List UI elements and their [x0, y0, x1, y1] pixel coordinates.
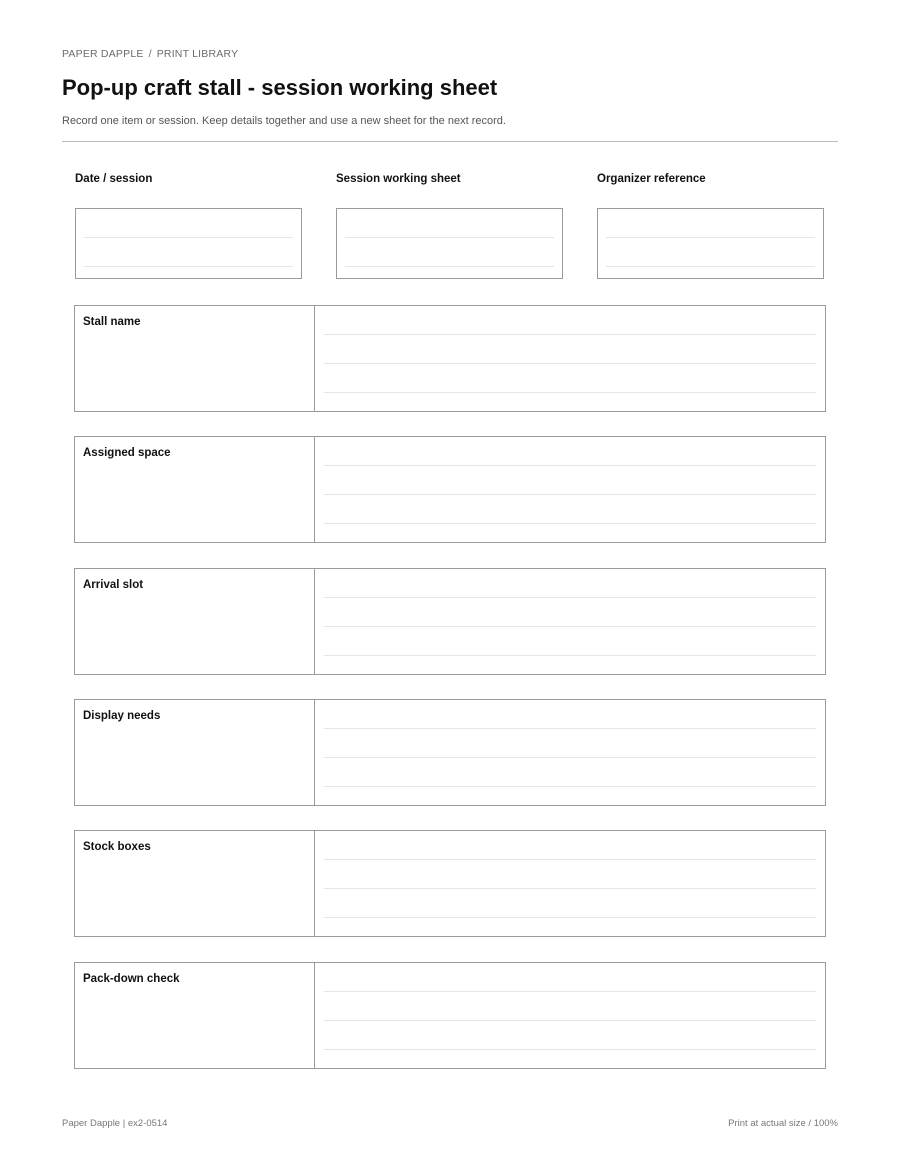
pack-down-check-write-area[interactable]	[315, 963, 825, 1068]
section-arrival-slot	[74, 568, 826, 675]
writing-line	[324, 1020, 816, 1021]
writing-line	[345, 237, 554, 238]
writing-line	[324, 334, 816, 335]
section-label-cell	[75, 306, 315, 411]
date-session-label: Date / session	[75, 173, 153, 185]
writing-line	[84, 266, 293, 267]
section-pack-down-check	[74, 962, 826, 1069]
stall-name-write-area[interactable]	[315, 306, 825, 411]
section-display-needs	[74, 699, 826, 806]
section-label-cell	[75, 700, 315, 805]
writing-line	[324, 363, 816, 364]
writing-line	[324, 888, 816, 889]
writing-line	[324, 991, 816, 992]
section-stock-boxes	[74, 830, 826, 937]
writing-line	[324, 494, 816, 495]
breadcrumb-item-brand: PAPER DAPPLE	[62, 48, 144, 60]
section-label-pack-down-check: Pack-down check	[83, 973, 180, 985]
writing-line	[324, 597, 816, 598]
session-working-sheet-label: Session working sheet	[336, 173, 461, 185]
writing-line	[324, 655, 816, 656]
writing-line	[324, 1049, 816, 1050]
breadcrumb-item-library: PRINT LIBRARY	[156, 48, 239, 60]
arrival-slot-write-area[interactable]	[315, 569, 825, 674]
section-label-stock-boxes: Stock boxes	[83, 841, 151, 853]
stock-boxes-write-area[interactable]	[315, 831, 825, 936]
writing-line	[324, 786, 816, 787]
section-label-cell	[75, 831, 315, 936]
writing-line	[606, 266, 815, 267]
writing-line	[345, 266, 554, 267]
footer-print-note: Print at actual size / 100%	[728, 1118, 838, 1129]
section-label-display-needs: Display needs	[83, 710, 161, 722]
header-divider	[62, 141, 838, 142]
writing-line	[324, 465, 816, 466]
writing-line	[324, 626, 816, 627]
footer-document-id: Paper Dapple | ex2-0514	[62, 1118, 168, 1129]
date-session-field[interactable]	[75, 208, 302, 279]
page-subtitle: Record one item or session. Keep details together and use a new sheet for the next record.	[62, 115, 506, 127]
writing-line	[324, 728, 816, 729]
display-needs-write-area[interactable]	[315, 700, 825, 805]
writing-line	[324, 392, 816, 393]
writing-line	[324, 917, 816, 918]
section-label-cell	[75, 569, 315, 674]
section-label-cell	[75, 963, 315, 1068]
session-working-sheet-field[interactable]	[336, 208, 563, 279]
page-title: Pop-up craft stall - session working sheet	[62, 75, 498, 100]
writing-line	[324, 859, 816, 860]
writing-line	[324, 523, 816, 524]
section-label-cell	[75, 437, 315, 542]
organizer-reference-field[interactable]	[597, 208, 824, 279]
breadcrumb-separator: /	[148, 48, 152, 60]
assigned-space-write-area[interactable]	[315, 437, 825, 542]
section-label-arrival-slot: Arrival slot	[83, 579, 144, 591]
section-label-stall-name: Stall name	[83, 316, 141, 328]
writing-line	[606, 237, 815, 238]
section-label-assigned-space: Assigned space	[83, 447, 171, 459]
writing-line	[324, 757, 816, 758]
organizer-reference-label: Organizer reference	[597, 173, 706, 185]
section-stall-name	[74, 305, 826, 412]
writing-line	[84, 237, 293, 238]
section-assigned-space	[74, 436, 826, 543]
breadcrumb	[62, 48, 238, 60]
